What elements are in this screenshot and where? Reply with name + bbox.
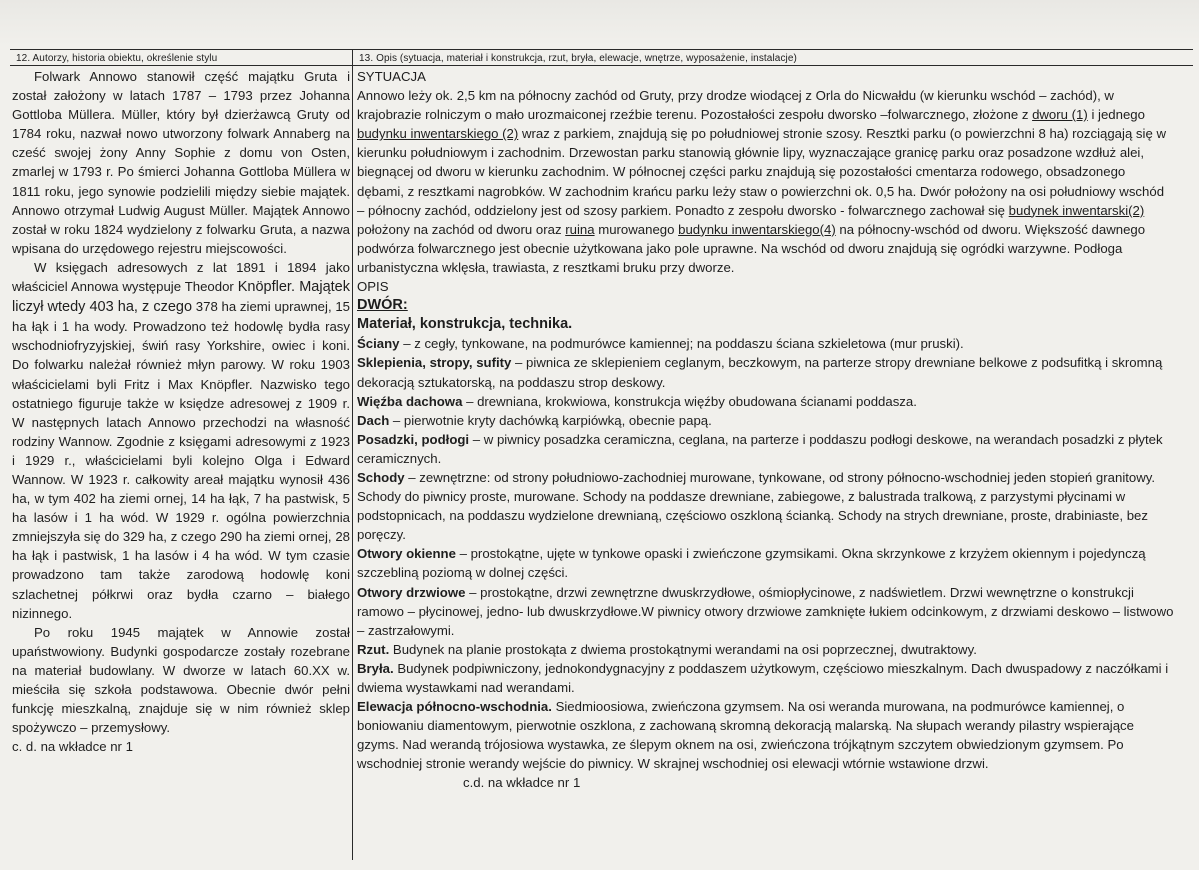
- ref-budynek-inwentarski-2: budynku inwentarskiego (2): [357, 126, 519, 142]
- history-paragraph-3: Po roku 1945 majątek w Annowie został upaństwowiony. Budynki gospodarcze zostały rozebrane na materiał budowlany. W dworze w latach 60.XX w. mieściła się szkoła podstawowa. Obecnie dwór pełni funkcję mieszkalną, znajduje się w nim również sklep spożywczo – przemysłowy.: [12, 624, 350, 736]
- history-paragraph-2: W księgach adresowych z lat 1891 i 1894 jako właściciel Annowa występuje Theodor Knöpfler. Majątek liczył wtedy 403 ha, z czego 378 ha ziemi uprawnej, 15 ha łąk i 1 ha wody. Prowadzono też hodowlę bydła rasy wschodniofryzyjskiej, świń rasy Yorkshire, owiec i koni. Do folwarku należał również młyn parowy. W roku 1903 właścicielami byli Fritz i Max Knöpfler. Nazwisko tego ostatniego figuruje także w księdze adresowej z 1909 r. W następnych latach Annowo przechodzi na własność rodziny Wannow. Zgodnie z księgami adresowymi z 1923 i 1929 r., właścicielami byli kolejno Olga i Edward Wannow. W 1923 r. całkowity areał majątku wynosił 436 ha, w tym 402 ha ziemi ornej, 14 ha łąk, 7 ha pastwisk, 5 ha lasów i 1 ha wód. W 1929 r. ogólna powierzchnia zmniejszyła się do 329 ha, z czego 290 ha ziemi ornej, 28 ha łąk i pastwisk, 1 ha lasów i 4 ha wód. W tym czasie prowadzono tam także zarodową hodowlę koni szlachetnej półkrwi oraz bydła czarno – białego nizinnego.: [12, 259, 351, 621]
- description-item: Więźba dachowa – drewniana, krokwiowa, konstrukcja więźby obudowana ścianami poddasza.: [357, 393, 917, 409]
- continuation-note-right: c.d. na wkładce nr 1: [463, 775, 581, 791]
- ref-budynek-inwentarski-4: budynku inwentarskiego(4): [678, 221, 836, 237]
- description-item: Sklepienia, stropy, sufity – piwnica ze sklepieniem ceglanym, beczkowym, na parterze stropy drewniane belkowe z podsufitką i skromną dekoracją sztukatorską, na poddaszu strop deskowy.: [357, 355, 1163, 390]
- description-item: Otwory drzwiowe – prostokątne, drzwi zewnętrzne dwuskrzydłowe, ośmiopłycinowe, z nadświetlem. Drzwi wewnętrzne o konstrukcji ramowo – płycinowej, jedno- lub dwuskrzydłowe.W piwnicy otwory drzwiowe zamknięte łukiem odcinkowym, z drzwiami deskowo – listwowo – zastrzałowymi.: [357, 584, 1174, 638]
- continuation-note-left: c. d. na wkładce nr 1: [12, 739, 133, 755]
- description-item: Dach – pierwotnie kryty dachówką karpiówką, obecnie papą.: [357, 412, 712, 428]
- history-paragraph-1: Folwark Annowo stanowił część majątku Gruta i został założony w latach 1787 – 1793 przez Johanna Gottloba Müllera. Müller, który był dzierżawcą Gruty od 1784 roku, nazwał nowo utworzony folwark Annaberg na cześć swojej żony Anny Sophie z domu von Osten, zmarlej w 1793 r. Po śmierci Johanna Gottloba Müllera w 1811 roku, jego synowie podzielili między siebie majątek. Annowo otrzymał Ludwig August Müller. Majątek Annowo został w roku 1824 wydzielony z folwarku Gruta, a nazwa wpisana do urzędowego rejestru miejscowości.: [12, 69, 350, 256]
- description-item: Rzut. Budynek na planie prostokąta z dwiema prostokątnymi werandami na osi poprzecznej, dwutraktowy.: [357, 641, 977, 657]
- history-highlight-line: Knöpfler. Majątek liczył wtedy 403 ha, z czego: [12, 279, 350, 316]
- description-item: Posadzki, podłogi – w piwnicy posadzka ceramiczna, ceglana, na parterze i poddaszu podłogi deskowe, na werandach posadzki z płytek ceramicznych.: [357, 431, 1163, 466]
- opis-heading: OPIS: [357, 279, 389, 295]
- column-divider: [352, 49, 353, 860]
- description-item: Schody – zewnętrzne: od strony południowo-zachodniej murowane, tynkowane, od strony północno-wschodniej jeden stopień granitowy. Schody do piwnicy proste, murowane. Schody na poddasze drewniane, zabiegowe, z balustrada tralkową, z parzystymi płycinami w podstopnicach, na poddaszu wydzielone drewnianą, częściowo oszkloną ścianką. Schody na strych drewniane, proste, drabiniaste, bez poręczy.: [357, 469, 1156, 543]
- description-item: Otwory okienne – prostokątne, ujęte w tynkowe opaski i zwieńczone gzymsikami. Okna skrzynkowe z krzyżem okiennym i pojedynczą szczebliną poziomą w dolnej części.: [357, 546, 1146, 581]
- ref-ruina: ruina: [565, 221, 595, 237]
- ref-budynek-inwentarski-2b: budynek inwentarski(2): [1008, 202, 1145, 218]
- history-column: [12, 67, 350, 756]
- left-column-header: 12. Autorzy, historia obiektu, określenie stylu: [16, 53, 218, 64]
- sytuacja-paragraph: Annowo leży ok. 2,5 km na północny zachód od Gruty, przy drodze wiodącej z Orla do Nicwałdu (w kierunku wschód – zachód), w krajobrazie rolniczym o mało urozmaiconej rzeźbie terenu. Pozostałości zespołu dworsko –folwarcznego, złożone z dworu (1) i jednego budynku inwentarskiego (2) wraz z parkiem, znajdują się po południowej stronie szosy. Resztki parku (o powierzchni 8 ha) rozciągają się w kierunku południowym i zachodnim. Drzewostan parku stanowią głównie lipy, wyznaczające granicę parku oraz posadzone wzdłuż alei, biegnącej od dworu w kierunku zachodnim. W północnej części parku znajdują się pozostałości cmentarza rodowego, obsadzonego dębami, z resztkami nagrobków. W zachodnim krańcu parku leży staw o powierzchni ok. 0,5 ha. Dwór położony na osi południowy wschód – północny zachód, oddzielony jest od szosy parkiem. Ponadto z zespołu dworsko - folwarcznego zachował się budynek inwentarski(2) położony na zachód od dworu oraz ruina murowanego budynku inwentarskiego(4) na północny-wschód od dworu. Większość dawnego podwórza folwarcznego jest obecnie użytkowana jako pole uprawne. Na wschód od dworu znajdują się ogródki warzywne. Podłoga urbanistyczna wklęsła, trawiasta, z resztkami bruku przy dworze.: [357, 88, 1166, 275]
- sytuacja-heading: SYTUACJA: [357, 69, 426, 84]
- ref-dwor: dworu (1): [1032, 107, 1088, 123]
- right-column-header: 13. Opis (sytuacja, materiał i konstrukcja, rzut, bryła, elewacje, wnętrze, wyposażenie, instalacje): [359, 53, 797, 64]
- material-heading: Materiał, konstrukcja, technika.: [357, 316, 573, 333]
- scan-bleed-through: [0, 0, 1199, 46]
- top-rule: [10, 49, 1193, 50]
- description-column: [357, 67, 1174, 793]
- description-item: Bryła. Budynek podpiwniczony, jednokondygnacyjny z poddaszem użytkowym, częściowo mieszkalnym. Dach dwuspadowy z naczółkami i dwiema wystawkami nad werandami.: [357, 660, 1169, 695]
- description-item: Ściany – z cegły, tynkowane, na podmurówce kamiennej; na poddaszu ściana szkieletowa (mur pruski).: [357, 336, 964, 352]
- dwor-heading: DWÓR:: [357, 297, 408, 314]
- header-rule: [10, 65, 1193, 66]
- description-item: Elewacja północno-wschodnia. Siedmioosiowa, zwieńczona gzymsem. Na osi weranda murowana, na podmurówce kamiennej, o boniowaniu diamentowym, pierwotnie oszklona, z zachowaną skromną dekoracją malarską. Na słupach werandy pilastry wspierające gzyms. Nad werandą trójosiowa wystawka, ze ślepym oknem na osi, zwieńczona trójkątnym szczytem obwiedzionym gzymsem. Po wschodniej stronie werandy wejście do piwnicy. W skrajnej wschodniej osi elewacji wtórnie wstawione drzwi.: [357, 699, 1134, 772]
